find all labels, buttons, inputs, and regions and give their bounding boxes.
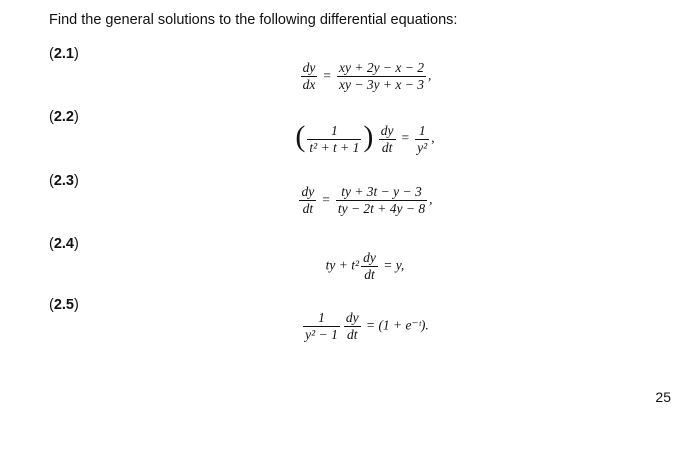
problem-label-2-1: (2.1) [49, 46, 79, 62]
equation-2-5: $\frac{1}{\text{y² − 1}}$ $\frac{dy}{dt}$ = (1 + e⁻ᵗ). [305, 310, 429, 342]
equation-2-4: ty + t² $\frac{dy}{dt}$ = y, [325, 250, 405, 282]
fraction-lhs: $\frac{1}{\text{y² − 1}}$ [305, 310, 338, 342]
fraction-rhs: $\frac{ty + 3t - y - 3}{ty - 2t + 4y - 8}$ [337, 184, 426, 216]
problem-label-2-2: (2.2) [49, 109, 79, 125]
fraction-rhs: $\frac{xy + 2y - x - 2}{xy - 3y + x - 3}$ [338, 60, 425, 92]
problem-label-2-4: (2.4) [49, 236, 79, 252]
fraction-dy-dt: $\frac{dy}{dt}$ [380, 122, 394, 155]
problem-label-2-5: (2.5) [49, 297, 79, 313]
fraction-dy-dx: $\frac{dy}{dx}$ [302, 60, 316, 92]
instructions: Find the general solutions to the following differential equations: [49, 12, 458, 28]
fraction-dy-dt: $\frac{dy}{dt}$ [301, 184, 315, 216]
equation-2-3: $\frac{dy}{dt}$ = $\frac{ty + 3t - y - 3}{ty - 2t + 4y - 8}$ , [301, 184, 433, 216]
fraction-inner: $\frac{1}{\text{t² + t + 1}}$ [309, 122, 360, 155]
fraction-dy-dt: $\frac{dy}{dt}$ [345, 310, 359, 342]
fraction-rhs: $\frac{1}{\text{y²}}$ [417, 122, 428, 155]
page-number: 25 [655, 389, 671, 405]
equation-2-2: ( $\frac{1}{\text{t² + t + 1}}$ ) $\frac{dy}{dt}$ = $\frac{1}{\text{y²}}$ , [295, 120, 435, 155]
problem-label-2-3: (2.3) [49, 173, 79, 189]
fraction-dy-dt: $\frac{dy}{dt}$ [363, 250, 376, 282]
equation-2-1: $\frac{dy}{dx}$ = $\frac{xy + 2y - x - 2}{xy - 3y + x - 3}$ , [302, 60, 432, 92]
